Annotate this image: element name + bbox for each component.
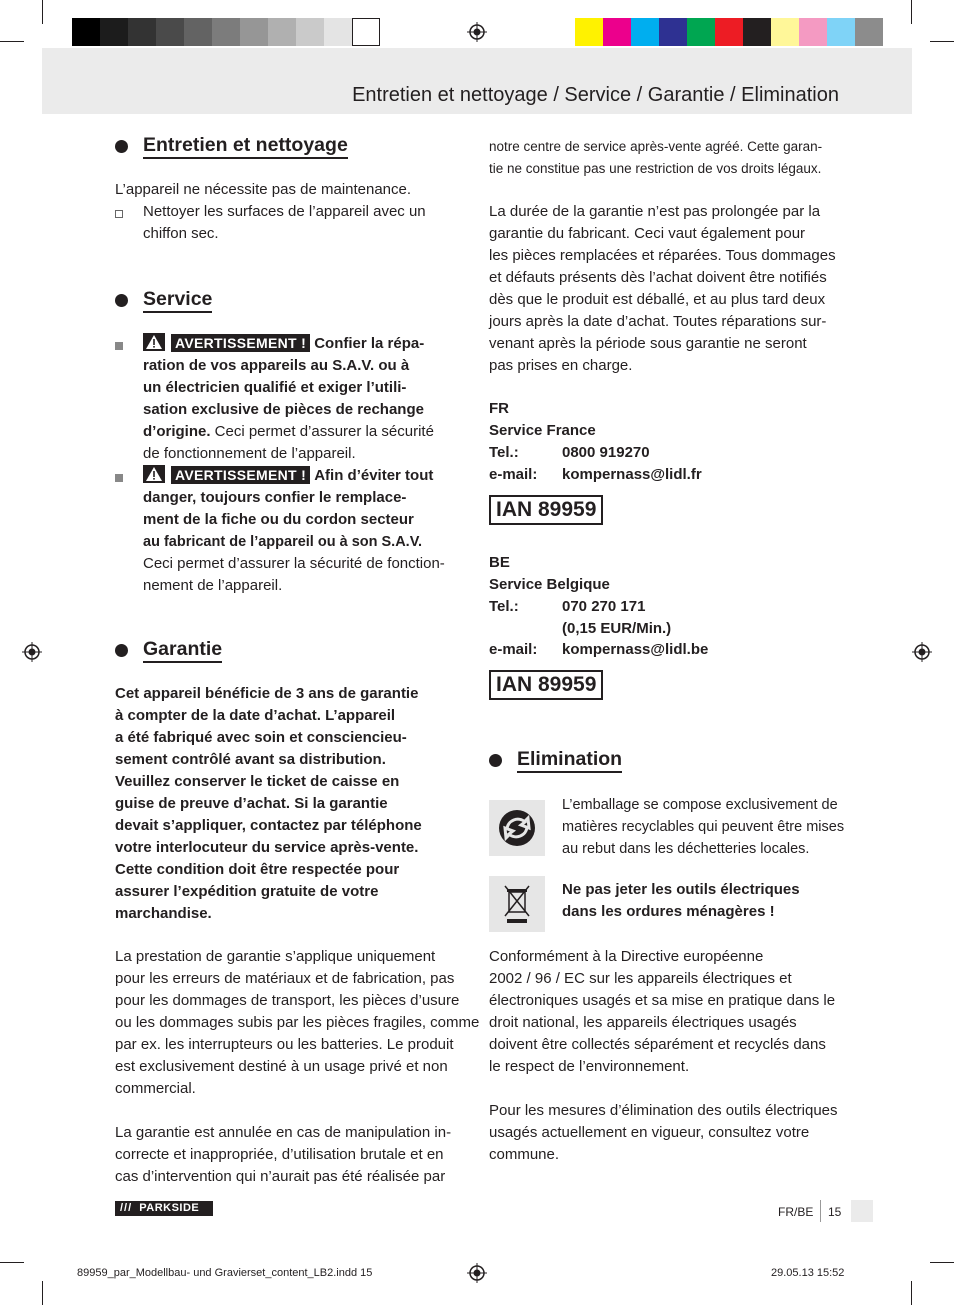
warning-text: ment de la fiche ou du cordon secteur [143, 511, 414, 528]
warning-text-line [143, 421, 434, 443]
color-swatch [827, 18, 855, 46]
section-title: Entretien et nettoyage [143, 134, 348, 159]
text-line: Ne pas jeter les outils électriques [562, 881, 800, 898]
text-line: dans les ordures ménagères ! [562, 903, 775, 920]
text-line: doivent être collectés séparément et recyclés dans [489, 1036, 826, 1053]
section-heading-elimination [489, 748, 622, 773]
color-swatch [631, 18, 659, 46]
text-line: devait s’appliquer, contactez par téléphone [115, 817, 422, 834]
gray-swatch [240, 18, 268, 46]
parkside-logo [115, 1201, 213, 1216]
text-line: La durée de la garantie n’est pas prolongée par la [489, 203, 821, 220]
color-swatch [687, 18, 715, 46]
gray-swatch [212, 18, 240, 46]
entretien-item-line: Nettoyer les surfaces de l’appareil avec un [143, 203, 426, 220]
text-line: et défauts présents dès l’achat doivent être notifiés [489, 269, 827, 286]
text-line: Cet appareil bénéficie de 3 ans de garantie [115, 685, 419, 702]
crop-mark [911, 1281, 912, 1305]
warning-1-line [143, 333, 424, 355]
text-line: assurer l’expédition gratuite de votre [115, 883, 379, 900]
text-line: Cette condition doit être respectée pour [115, 861, 400, 878]
text-line: est exclusivement destiné à un usage privé et non [115, 1058, 448, 1075]
warning-text: danger, toujours confier le remplace- [143, 489, 407, 506]
text-line: La garantie est annulée en cas de manipulation in- [115, 1124, 452, 1141]
text-line: dès que le produit est déballé, et au plus tard deux [489, 291, 826, 308]
text-line: matières recyclables qui peuvent être mises [562, 819, 845, 835]
color-swatch [715, 18, 743, 46]
crop-mark [930, 1262, 954, 1263]
square-bullet-icon [115, 474, 123, 482]
section-bullet-icon [489, 754, 502, 767]
crop-mark [42, 1281, 43, 1305]
color-swatch [575, 18, 603, 46]
color-swatch [799, 18, 827, 46]
text-line: au rebut dans les déchetteries locales. [562, 841, 810, 857]
warning-text: de fonctionnement de l’appareil. [143, 445, 356, 462]
ian-box: IAN 89959 [489, 495, 603, 525]
color-swatch [771, 18, 799, 46]
warning-triangle-icon [143, 465, 165, 483]
text-line: jours après la date d’achat. Toutes réparations sur- [489, 313, 827, 330]
text-line: droit national, les appareils électriques usagés [489, 1014, 797, 1031]
warning-text: au fabricant de l’appareil ou à son S.A.V. [143, 534, 423, 550]
text-line: 2002 / 96 / EC sur les appareils électriques et [489, 970, 792, 987]
service-fr-tel: 0800 919270 [562, 444, 650, 461]
section-bullet-icon [115, 294, 128, 307]
color-swatch [855, 18, 883, 46]
section-title: Service [143, 288, 212, 313]
service-fr-email-label: e-mail: [489, 466, 538, 483]
footer-lang: FR/BE [778, 1205, 814, 1219]
text-line: Veuillez conserver le ticket de caisse en [115, 773, 400, 790]
text-line: les pièces remplacées et réparées. Tous dommages [489, 247, 836, 264]
text-line: Conformément à la Directive européenne [489, 948, 764, 965]
service-fr-code: FR [489, 400, 509, 417]
registration-mark-icon [467, 22, 487, 42]
service-be-email-label: e-mail: [489, 641, 538, 658]
gray-swatch [324, 18, 352, 46]
text-line: correcte et inappropriée, d’utilisation brutale et en [115, 1146, 444, 1163]
service-be-name: Service Belgique [489, 576, 610, 593]
text-line: ou les dommages subis par les pièces fragiles, comme [115, 1014, 480, 1031]
registration-mark-icon [22, 642, 42, 662]
text-line: marchandise. [115, 905, 212, 922]
warning-text: Afin d’éviter tout [314, 467, 434, 484]
warning-text: sation exclusive de pièces de rechange [143, 401, 424, 418]
green-dot-recycling-icon [489, 800, 545, 856]
registration-mark-icon [912, 642, 932, 662]
entretien-intro: L’appareil ne nécessite pas de maintenance. [115, 181, 412, 198]
service-fr-name: Service France [489, 422, 596, 439]
text-line: à compter de la date d’achat. L’appareil [115, 707, 396, 724]
text-line: L’emballage se compose exclusivement de [562, 797, 838, 813]
brand-name: PARKSIDE [139, 1202, 200, 1214]
gray-swatch [184, 18, 212, 46]
section-bullet-icon [115, 644, 128, 657]
warning-badge: AVERTISSEMENT ! [171, 466, 310, 484]
gray-swatch [72, 18, 100, 46]
warning-badge: AVERTISSEMENT ! [171, 334, 310, 352]
footer-divider [820, 1200, 821, 1222]
gray-swatch [156, 18, 184, 46]
color-swatch [603, 18, 631, 46]
entretien-item-line: chiffon sec. [143, 225, 219, 242]
text-line: venant après la période sous garantie ne seront [489, 335, 807, 352]
footer-date: 29.05.13 15:52 [771, 1267, 845, 1279]
text-line: par ex. les interrupteurs ou les batteries. Le produit [115, 1036, 454, 1053]
text-line: le respect de l’environnement. [489, 1058, 690, 1075]
text-line: notre centre de service après-vente agréé. Cette garan- [489, 139, 823, 154]
text-line: sement contrôlé avant sa distribution. [115, 751, 386, 768]
page-number-box [851, 1200, 873, 1222]
service-be-tel: 070 270 171 [562, 598, 646, 615]
warning-text: Ceci permet d’assurer la sécurité de fonction- [143, 555, 445, 572]
service-fr-tel-label: Tel.: [489, 444, 519, 461]
section-heading-entretien [115, 134, 348, 159]
text-line: usagés actuellement en vigueur, consultez votre [489, 1124, 810, 1141]
text-line: commune. [489, 1146, 560, 1163]
service-be-email: kompernass@lidl.be [562, 641, 709, 658]
text-line: votre interlocuteur du service après-vente. [115, 839, 419, 856]
crop-mark [911, 0, 912, 24]
text-line: tie ne constitue pas une restriction de vos droits légaux. [489, 161, 822, 176]
text-line: pour les dommages de transport, les pièces d’usure [115, 992, 460, 1009]
text-line: La prestation de garantie s’applique uniquement [115, 948, 436, 965]
gray-swatch [128, 18, 156, 46]
text-line: commercial. [115, 1080, 196, 1097]
warning-text: un électricien qualifié et exiger l’utili- [143, 379, 407, 396]
color-swatch [743, 18, 771, 46]
text-line: électroniques usagés et sa mise en pratique dans le [489, 992, 836, 1009]
warning-text: nement de l’appareil. [143, 577, 283, 594]
gray-swatch [100, 18, 128, 46]
service-be-tel-label: Tel.: [489, 598, 519, 615]
text-line: pour les erreurs de matériaux et de fabrication, pas [115, 970, 455, 987]
section-title: Elimination [517, 748, 622, 773]
section-heading-garantie [115, 638, 222, 663]
warning-2-line [143, 465, 433, 487]
footer-file-name: 89959_par_Modellbau- und Gravierset_content_LB2.indd 15 [77, 1267, 373, 1279]
text-line: garantie du fabricant. Ceci vaut également pour [489, 225, 806, 242]
registration-mark-icon [467, 1263, 487, 1283]
ian-box: IAN 89959 [489, 670, 603, 700]
footer-page-number: 15 [828, 1205, 842, 1219]
service-fr-email: kompernass@lidl.fr [562, 466, 702, 483]
color-swatch [659, 18, 687, 46]
crop-mark [0, 1262, 24, 1263]
warning-text: ration de vos appareils au S.A.V. ou à [143, 357, 410, 374]
text-line: pas prises en charge. [489, 357, 633, 374]
warning-triangle-icon [143, 333, 165, 351]
gray-swatch [352, 18, 380, 46]
warning-text: Ceci permet d’assurer la sécurité [210, 423, 434, 440]
service-be-code: BE [489, 554, 510, 571]
square-bullet-icon [115, 342, 123, 350]
crossed-bin-icon [489, 876, 545, 932]
warning-text: Confier la répa- [314, 335, 425, 352]
text-line: Pour les mesures d’élimination des outils électriques [489, 1102, 838, 1119]
checkbox-bullet-icon [115, 210, 123, 218]
section-bullet-icon [115, 140, 128, 153]
gray-swatch [296, 18, 324, 46]
text-line: guise de preuve d’achat. Si la garantie [115, 795, 388, 812]
text-line: a été fabriqué avec soin et consciencieu- [115, 729, 407, 746]
section-heading-service [115, 288, 212, 313]
crop-mark [930, 41, 954, 42]
logo-stripes: /// [120, 1202, 133, 1214]
page-title: Entretien et nettoyage / Service / Garantie / Elimination [352, 84, 839, 106]
crop-mark [0, 41, 24, 42]
text-line: cas d’intervention qui n’aurait pas été réalisée par [115, 1168, 446, 1185]
section-title: Garantie [143, 638, 222, 663]
crop-mark [42, 0, 43, 24]
service-be-tel-note: (0,15 EUR/Min.) [562, 620, 672, 637]
warning-text: d’origine. [143, 423, 211, 440]
gray-swatch [268, 18, 296, 46]
